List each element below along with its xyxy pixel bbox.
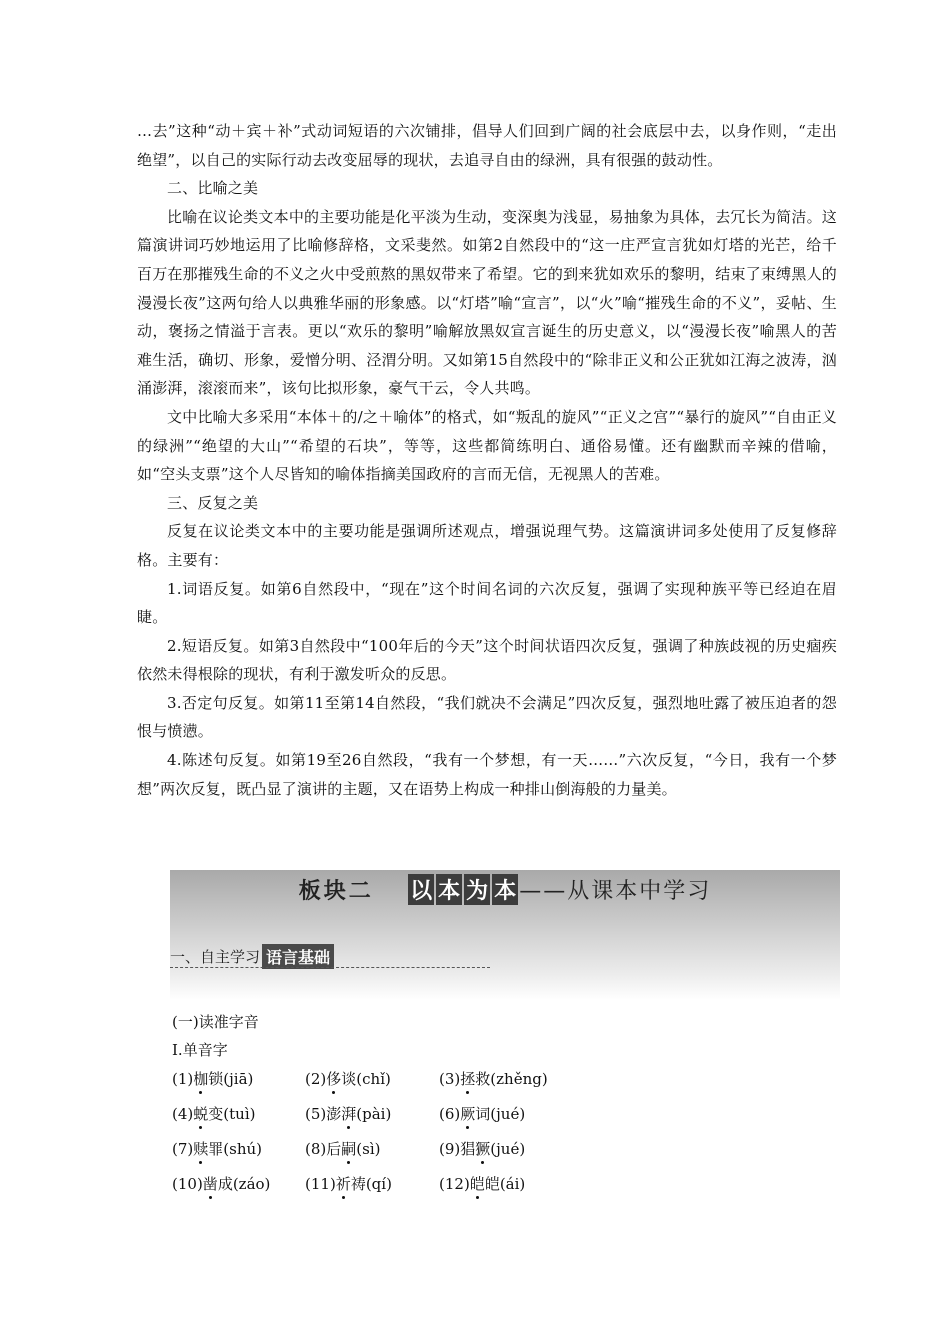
vocab-row: [172, 1068, 772, 1098]
vocab-target-char: 枷: [193, 1070, 209, 1088]
paragraph-repetition-4: 4.陈述句反复。如第19至26自然段，“我有一个梦想，有一天……”六次反复，“今日，我有一个梦想”两次反复，既凸显了演讲的主题，又在语势上构成一种排山倒海般的力量美。: [137, 751, 837, 798]
vocab-word-part: 祷: [350, 1175, 366, 1193]
vocab-target-char: 赎: [193, 1140, 209, 1158]
vocab-target-char: 凿: [202, 1175, 218, 1193]
vocab-item-number: (2): [305, 1070, 327, 1088]
vocab-word-part: 词: [475, 1105, 491, 1123]
vocab-row: [172, 1103, 772, 1133]
vocab-target-char: 厥: [460, 1105, 476, 1123]
subsection-heading: [170, 944, 334, 969]
vocab-item-number: (10): [172, 1175, 203, 1193]
vocab-target-char: 湃: [341, 1105, 357, 1123]
vocab-item-number: (3): [439, 1070, 461, 1088]
vocab-item: [439, 1173, 525, 1194]
subsection-tag: 语言基础: [262, 944, 334, 969]
banner-boxed-char: 本: [436, 874, 462, 905]
vocab-word-part: 澎: [326, 1105, 342, 1123]
vocab-word-part: 猖: [460, 1140, 476, 1158]
vocab-row: [172, 1138, 772, 1168]
paragraph-repetition-2: 2.短语反复。如第3自然段中“100年后的今天”这个时间状语四次反复，强调了种族歧视的历史痼疾依然未得根除的现状，有利于激发听众的反思。: [137, 636, 837, 684]
dashed-divider: [170, 967, 490, 968]
banner-boxed-char: 以: [408, 874, 434, 905]
vocab-pinyin: (záo): [232, 1175, 271, 1193]
vocab-item: [172, 1103, 255, 1124]
section-heading-metaphor: 二、比喻之美: [167, 179, 259, 198]
vocab-pinyin: (sì): [356, 1140, 381, 1158]
banner-title: [170, 874, 840, 905]
banner-boxed-char: 为: [464, 874, 490, 905]
vocab-word-part: 锁: [208, 1070, 224, 1088]
vocab-target-char: 蜕: [193, 1105, 209, 1123]
paragraph-repetition-intro: 反复在议论类文本中的主要功能是强调所述观点，增强说理气势。这篇演讲词多处使用了反复修辞格。主要有：: [137, 522, 837, 569]
vocab-item-number: (11): [305, 1175, 336, 1193]
paragraph-continuation: …去”这种“动＋宾＋补”式动词短语的六次铺排，倡导人们回到广阔的社会底层中去，以身作则，“走出绝望”，以自己的实际行动去改变屈辱的现状，去追寻自由的绿洲，具有很强的鼓动性。: [137, 122, 837, 169]
vocab-pinyin: (chǐ): [356, 1070, 391, 1088]
vocab-pinyin: (shú): [223, 1140, 263, 1158]
vocab-item: [439, 1103, 525, 1124]
vocab-item-number: (7): [172, 1140, 194, 1158]
vocab-subheading: Ⅰ.单音字: [172, 1041, 228, 1059]
vocab-item: [172, 1138, 262, 1159]
vocab-item: [172, 1068, 253, 1089]
vocab-item: [305, 1068, 391, 1089]
paragraph-metaphor-1: 比喻在议论类文本中的主要功能是化平淡为生动，变深奥为浅显，易抽象为具体，去冗长为简洁。这篇演讲词巧妙地运用了比喻修辞格，文采斐然。如第2自然段中的“这一庄严宣言犹如灯塔的光芒，给千百万在那摧残生命的不义之火中受煎熬的黑奴带来了希望。它的到来犹如欢乐的黎明，结束了束缚黑人的漫漫长夜”这两句给人以典雅华丽的形象感。以“灯塔”喻“宣言”，以“火”喻“摧残生命的不义”，妥帖、生动，褒扬之情溢于言表。更以“欢乐的黎明”喻解放黑奴宣言诞生的历史意义，以“漫漫长夜”喻黑人的苦难生活，确切、形象，爱憎分明、泾渭分明。又如第15自然段中的“除非正义和公正犹如江海之波涛，汹涌澎湃，滚滚而来”，该句比拟形象，豪气干云，令人共鸣。: [137, 207, 837, 398]
vocab-item: [305, 1103, 391, 1124]
paragraph-repetition-3: 3.否定句反复。如第11至第14自然段，“我们就决不会满足”四次反复，强烈地吐露了被压迫者的怨恨与愤懑。: [137, 693, 837, 741]
vocab-word-part: 成: [217, 1175, 233, 1193]
vocab-target-char: 獗: [475, 1140, 491, 1158]
banner-subtitle: ——从课本中学习: [519, 879, 712, 904]
vocab-pinyin: (jué): [490, 1140, 526, 1158]
vocab-pinyin: (pài): [356, 1105, 392, 1123]
vocab-item-number: (4): [172, 1105, 194, 1123]
vocab-target-char: 祈: [335, 1175, 351, 1193]
paragraph-repetition-1: 1.词语反复。如第6自然段中，“现在”这个时间名词的六次反复，强调了实现种族平等已经迫在眉睫。: [137, 579, 837, 627]
vocab-row: [172, 1173, 772, 1203]
vocab-target-char: 拯: [460, 1070, 476, 1088]
vocab-item: [305, 1138, 380, 1159]
vocab-pinyin: (tuì): [223, 1105, 256, 1123]
vocab-pinyin: (jiā): [223, 1070, 254, 1088]
banner-part-label: 板块二: [298, 879, 374, 904]
vocab-pinyin: (qí): [365, 1175, 392, 1193]
section-banner: [170, 870, 840, 1000]
vocab-item-number: (12): [439, 1175, 470, 1193]
vocab-item: [439, 1068, 548, 1089]
subsection-label: 一、自主学习: [170, 948, 261, 966]
vocab-item: [305, 1173, 392, 1194]
vocab-word-part: 罪: [208, 1140, 224, 1158]
vocab-pinyin: (jué): [490, 1105, 526, 1123]
vocab-target-char: 皑: [469, 1175, 485, 1193]
vocab-pinyin: (zhěng): [490, 1070, 548, 1088]
section-heading-repetition: 三、反复之美: [167, 493, 259, 512]
vocab-word-part: 谈: [341, 1070, 357, 1088]
vocab-item: [439, 1138, 525, 1159]
vocab-target-char: 嗣: [341, 1140, 357, 1158]
vocab-word-part: 变: [208, 1105, 224, 1123]
vocab-item-number: (1): [172, 1070, 194, 1088]
vocab-item-number: (9): [439, 1140, 461, 1158]
body-text: [137, 117, 837, 803]
vocab-item: [172, 1173, 270, 1194]
vocab-word-part: 救: [475, 1070, 491, 1088]
vocab-word-part: 皑: [484, 1175, 500, 1193]
vocab-item-number: (6): [439, 1105, 461, 1123]
vocab-target-char: 侈: [326, 1070, 342, 1088]
vocab-item-number: (8): [305, 1140, 327, 1158]
banner-boxed-char: 本: [492, 874, 518, 905]
paragraph-metaphor-2: 文中比喻大多采用“本体＋的/之＋喻体”的格式，如“叛乱的旋风”“正义之宫”“暴行的旋风”“自由正义的绿洲”“绝望的大山”“希望的石块”，等等，这些都简练明白、通俗易懂。还有幽默而辛辣的借喻，如“空头支票”这个人尽皆知的喻体指摘美国政府的言而无信，无视黑人的苦难。: [137, 407, 837, 484]
vocab-heading: (一)读准字音: [172, 1013, 259, 1031]
vocab-word-part: 后: [326, 1140, 342, 1158]
vocab-pinyin: (ái): [499, 1175, 526, 1193]
vocab-item-number: (5): [305, 1105, 327, 1123]
